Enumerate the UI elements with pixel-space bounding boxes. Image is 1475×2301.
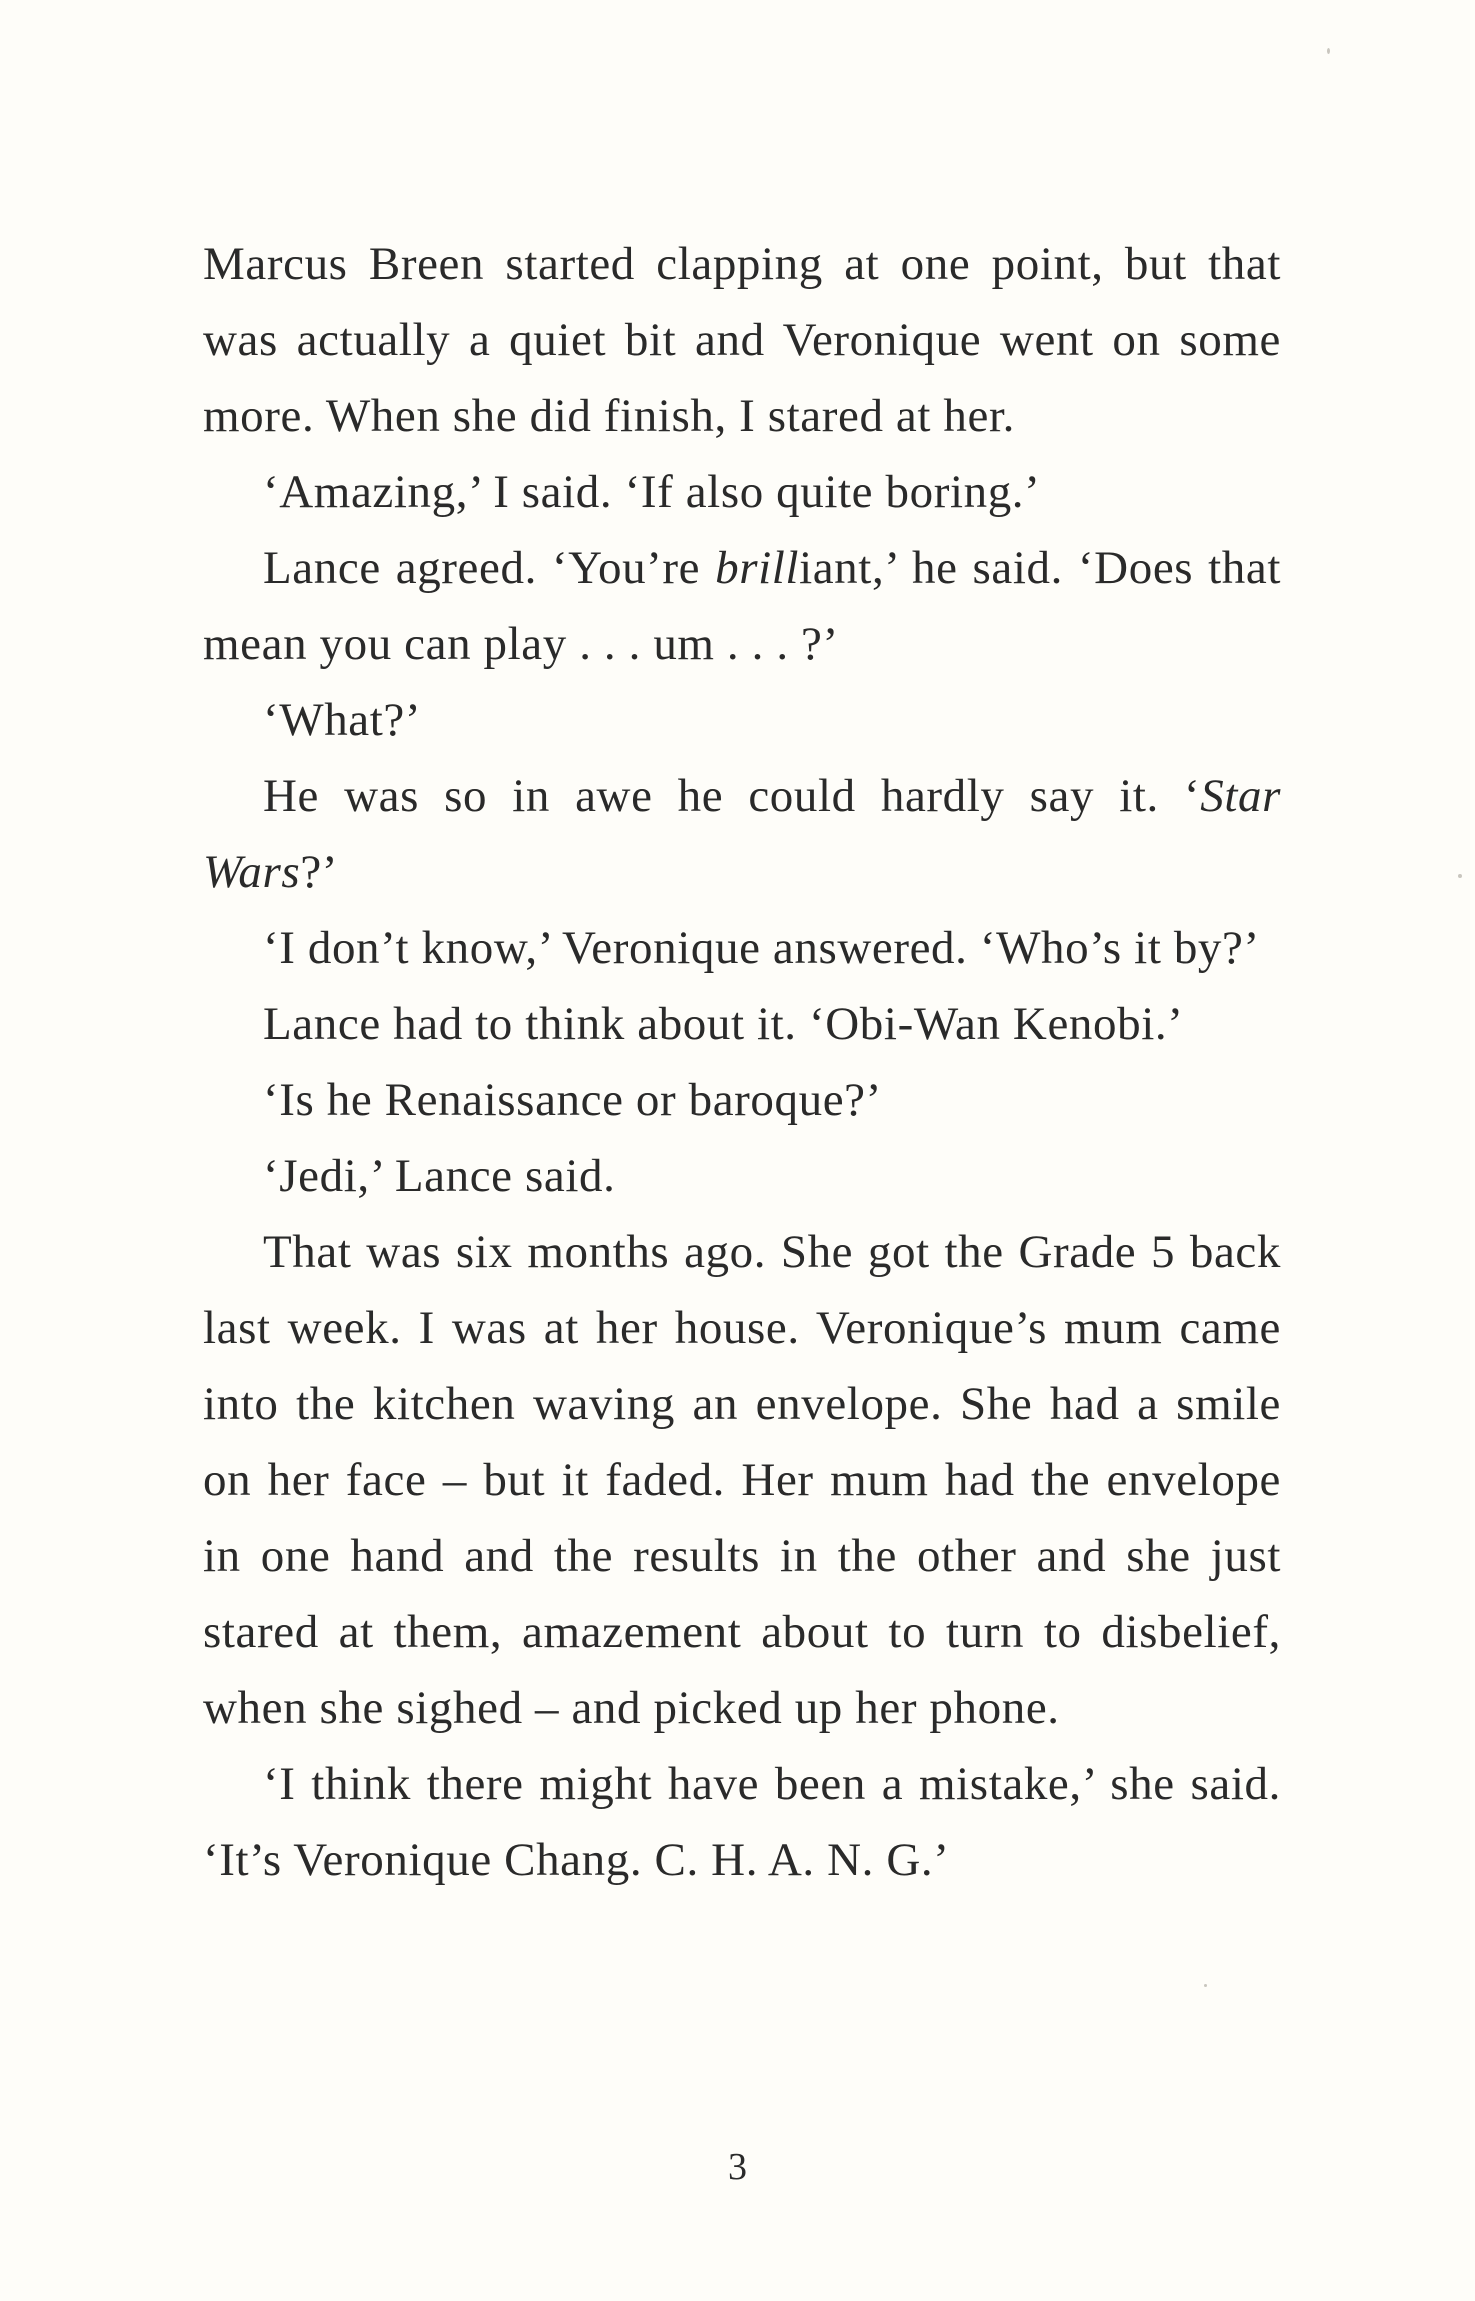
paragraph: [203, 530, 1281, 682]
paper-speck: [1458, 874, 1462, 878]
paragraph: ‘I think there might have been a mistake,’ she said. ‘It’s Veronique Chang. C. H. A. N. G.’: [203, 1758, 1281, 1886]
paper-speck: [1327, 48, 1330, 54]
paragraph: That was six months ago. She got the Grade 5 back last week. I was at her house. Veronique’s mum came into the kitchen waving an envelope. She had a smile on her face – but it faded. Her mum had the envelope in one hand and the results in the other and she just stared at them, amazement about to turn to disbelief, when she sighed – and picked up her phone.: [203, 1226, 1281, 1734]
paragraph: Marcus Breen started clapping at one point, but that was actually a quiet bit and Veronique went on some more. When she did finish, I stared at her.: [203, 238, 1281, 442]
emphasized-text: Star Wars: [203, 770, 1281, 898]
paragraph: ‘What?’: [263, 694, 422, 746]
paragraph: ‘Jedi,’ Lance said.: [263, 1150, 616, 1202]
emphasized-text: brill: [715, 542, 800, 594]
paragraph-text: ?’: [300, 846, 339, 898]
body-text: [203, 226, 1281, 1898]
paragraph: ‘Amazing,’ I said. ‘If also quite boring.’: [263, 466, 1041, 518]
paragraph-text: He was so in awe he could hardly say it. ‘: [263, 770, 1201, 822]
page-number: 3: [728, 2146, 747, 2188]
paragraph: ‘I don’t know,’ Veronique answered. ‘Who’s it by?’: [263, 922, 1260, 974]
paper-speck: [1204, 1984, 1207, 1987]
paragraph: [203, 758, 1281, 910]
paragraph-text: Lance agreed. ‘You’re: [263, 542, 716, 594]
paragraph-text: iant,’ he said. ‘Does that mean you can play . . . um . . . ?’: [203, 542, 1281, 670]
paragraph: ‘Is he Renaissance or baroque?’: [263, 1074, 882, 1126]
paragraph: Lance had to think about it. ‘Obi-Wan Kenobi.’: [263, 998, 1184, 1050]
